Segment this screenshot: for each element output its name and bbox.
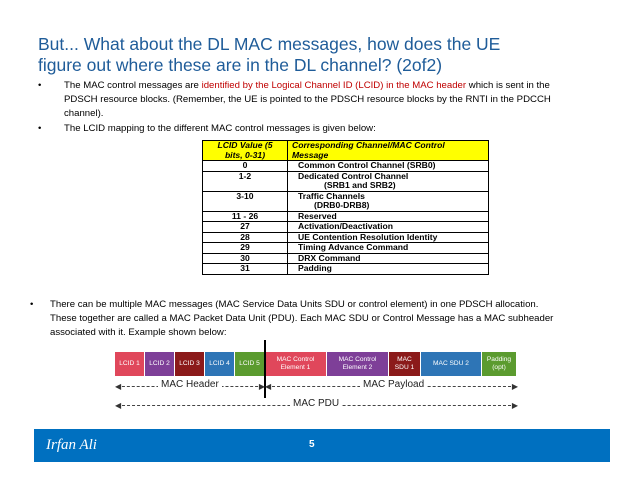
bullet-1-line-3: channel). (64, 108, 104, 119)
channel-cell-line-1: Dedicated Control Channel (298, 170, 409, 181)
pdu-block-label: LCID 5 (239, 360, 260, 367)
table-row (203, 211, 489, 222)
channel-cell: Timing Advance Command (288, 243, 489, 254)
arrow-right-icon: ▶ (511, 382, 518, 391)
lcid-value-cell: 28 (203, 232, 288, 243)
pdu-block-label-line-2: Element 2 (342, 364, 373, 371)
lcid-value-cell: 3-10 (203, 191, 288, 211)
bullet-dot: • (38, 123, 42, 134)
channel-cell: Padding (288, 264, 489, 275)
pdu-block-lcid-1 (115, 352, 145, 376)
pdu-block-mac-sdu-1 (389, 352, 421, 376)
bullet-1-post: which is sent in the (466, 80, 550, 91)
table-row (203, 222, 489, 233)
lcid-value-cell: 29 (203, 243, 288, 254)
bullet-3-line-1: There can be multiple MAC messages (MAC Service Data Units SDU or control element) in one PDSCH allocation. (50, 299, 539, 310)
channel-cell-line-2: (DRB0-DRB8) (314, 200, 370, 210)
channel-cell: UE Contention Resolution Identity (288, 232, 489, 243)
pdu-block-label-line-1: MAC (397, 356, 412, 363)
title-line-2: figure out where these are in the DL channel? (2of2) (38, 55, 443, 75)
pdu-block-lcid-3 (175, 352, 205, 376)
table-row (203, 264, 489, 275)
channel-cell: Common Control Channel (SRB0) (288, 161, 489, 172)
lcid-value-header-line-2: bits, 0-31) (224, 149, 266, 160)
pdu-block-padding (482, 352, 516, 376)
lcid-value-cell: 30 (203, 253, 288, 264)
bullet-3-line-2: These together are called a MAC Packet Data Unit (PDU). Each MAC SDU or Control Message has a MAC subheader (50, 313, 554, 324)
bullet-1-line-1 (64, 79, 610, 93)
pdu-block-label-line-1: MAC Control (338, 356, 377, 363)
bullet-1-highlight: identified by the Logical Channel ID (LCID) in the MAC header (201, 80, 467, 91)
footer-bar (34, 429, 610, 462)
channel-header-line-1: Corresponding Channel/MAC Control (292, 140, 445, 150)
lcid-value-cell: 31 (203, 264, 288, 275)
pdu-block-label: MAC SDU 2 (433, 360, 469, 367)
mac-payload-label: MAC Payload (360, 379, 427, 390)
lcid-value-cell: 1-2 (203, 171, 288, 191)
mac-header-label: MAC Header (158, 379, 222, 390)
bullet-2-text: The LCID mapping to the different MAC control messages is given below: (64, 123, 376, 134)
bullet-1-pre: The MAC control messages are (64, 80, 202, 91)
lcid-value-header (203, 141, 288, 161)
page-number: 5 (309, 439, 315, 450)
channel-cell-line-2: (SRB1 and SRB2) (324, 180, 396, 190)
pdu-block-label: LCID 2 (149, 360, 170, 367)
table-row (203, 191, 489, 211)
bullet-dot: • (38, 80, 42, 91)
pdu-block-mac-sdu-2 (421, 352, 482, 376)
arrow-right-icon: ▶ (511, 401, 518, 410)
table-row (203, 161, 489, 172)
pdu-block-lcid-4 (205, 352, 235, 376)
arrow-right-icon: ▶ (258, 382, 265, 391)
arrow-left-icon: ◀ (115, 382, 122, 391)
mac-pdu-label: MAC PDU (290, 398, 342, 409)
lcid-value-cell: 0 (203, 161, 288, 172)
pdu-block-label-line-1: MAC Control (276, 356, 315, 363)
pdu-block-label-line-2: SDU 1 (394, 364, 415, 371)
table-row (203, 232, 489, 243)
pdu-block-label-line-2: (opt) (492, 364, 506, 371)
table-row (203, 171, 489, 191)
table-row (203, 243, 489, 254)
channel-cell (288, 171, 489, 191)
channel-cell: Reserved (288, 211, 489, 222)
arrow-left-icon: ◀ (115, 401, 122, 410)
channel-cell-line-1: Traffic Channels (298, 190, 365, 201)
channel-cell: Activation/Deactivation (288, 222, 489, 233)
channel-cell (288, 191, 489, 211)
author-name: Irfan Ali (46, 437, 97, 453)
pdu-block-label-line-1: Padding (486, 356, 512, 363)
table-row (203, 253, 489, 264)
pdu-block-label: LCID 4 (209, 360, 230, 367)
arrow-left-icon: ◀ (265, 382, 272, 391)
pdu-block-label: LCID 3 (179, 360, 200, 367)
pdu-block-lcid-5 (235, 352, 265, 376)
lcid-table (202, 140, 489, 275)
slide-title (38, 34, 598, 76)
bullet-dot: • (30, 299, 34, 310)
lcid-value-cell: 11 - 26 (203, 211, 288, 222)
bullet-3-line-3: associated with it. Example shown below: (50, 327, 227, 338)
title-line-1: But... What about the DL MAC messages, how does the UE (38, 34, 501, 54)
pdu-block-label: LCID 1 (119, 360, 140, 367)
channel-header (288, 141, 489, 161)
pdu-block-mac-control-element-2 (327, 352, 389, 376)
channel-cell: DRX Command (288, 253, 489, 264)
pdu-block-lcid-2 (145, 352, 175, 376)
lcid-value-header-line-1: LCID Value (5 (217, 140, 273, 150)
pdu-block-label-line-2: Element 1 (280, 364, 311, 371)
lcid-table-header (203, 141, 489, 161)
pdu-block-mac-control-element-1 (265, 352, 327, 376)
bullet-1-line-2: PDSCH resource blocks. (Remember, the UE is pointed to the PDSCH resource blocks by the RNTI in the PDCCH (64, 94, 551, 105)
channel-header-line-2: Message (292, 149, 329, 160)
lcid-value-cell: 27 (203, 222, 288, 233)
